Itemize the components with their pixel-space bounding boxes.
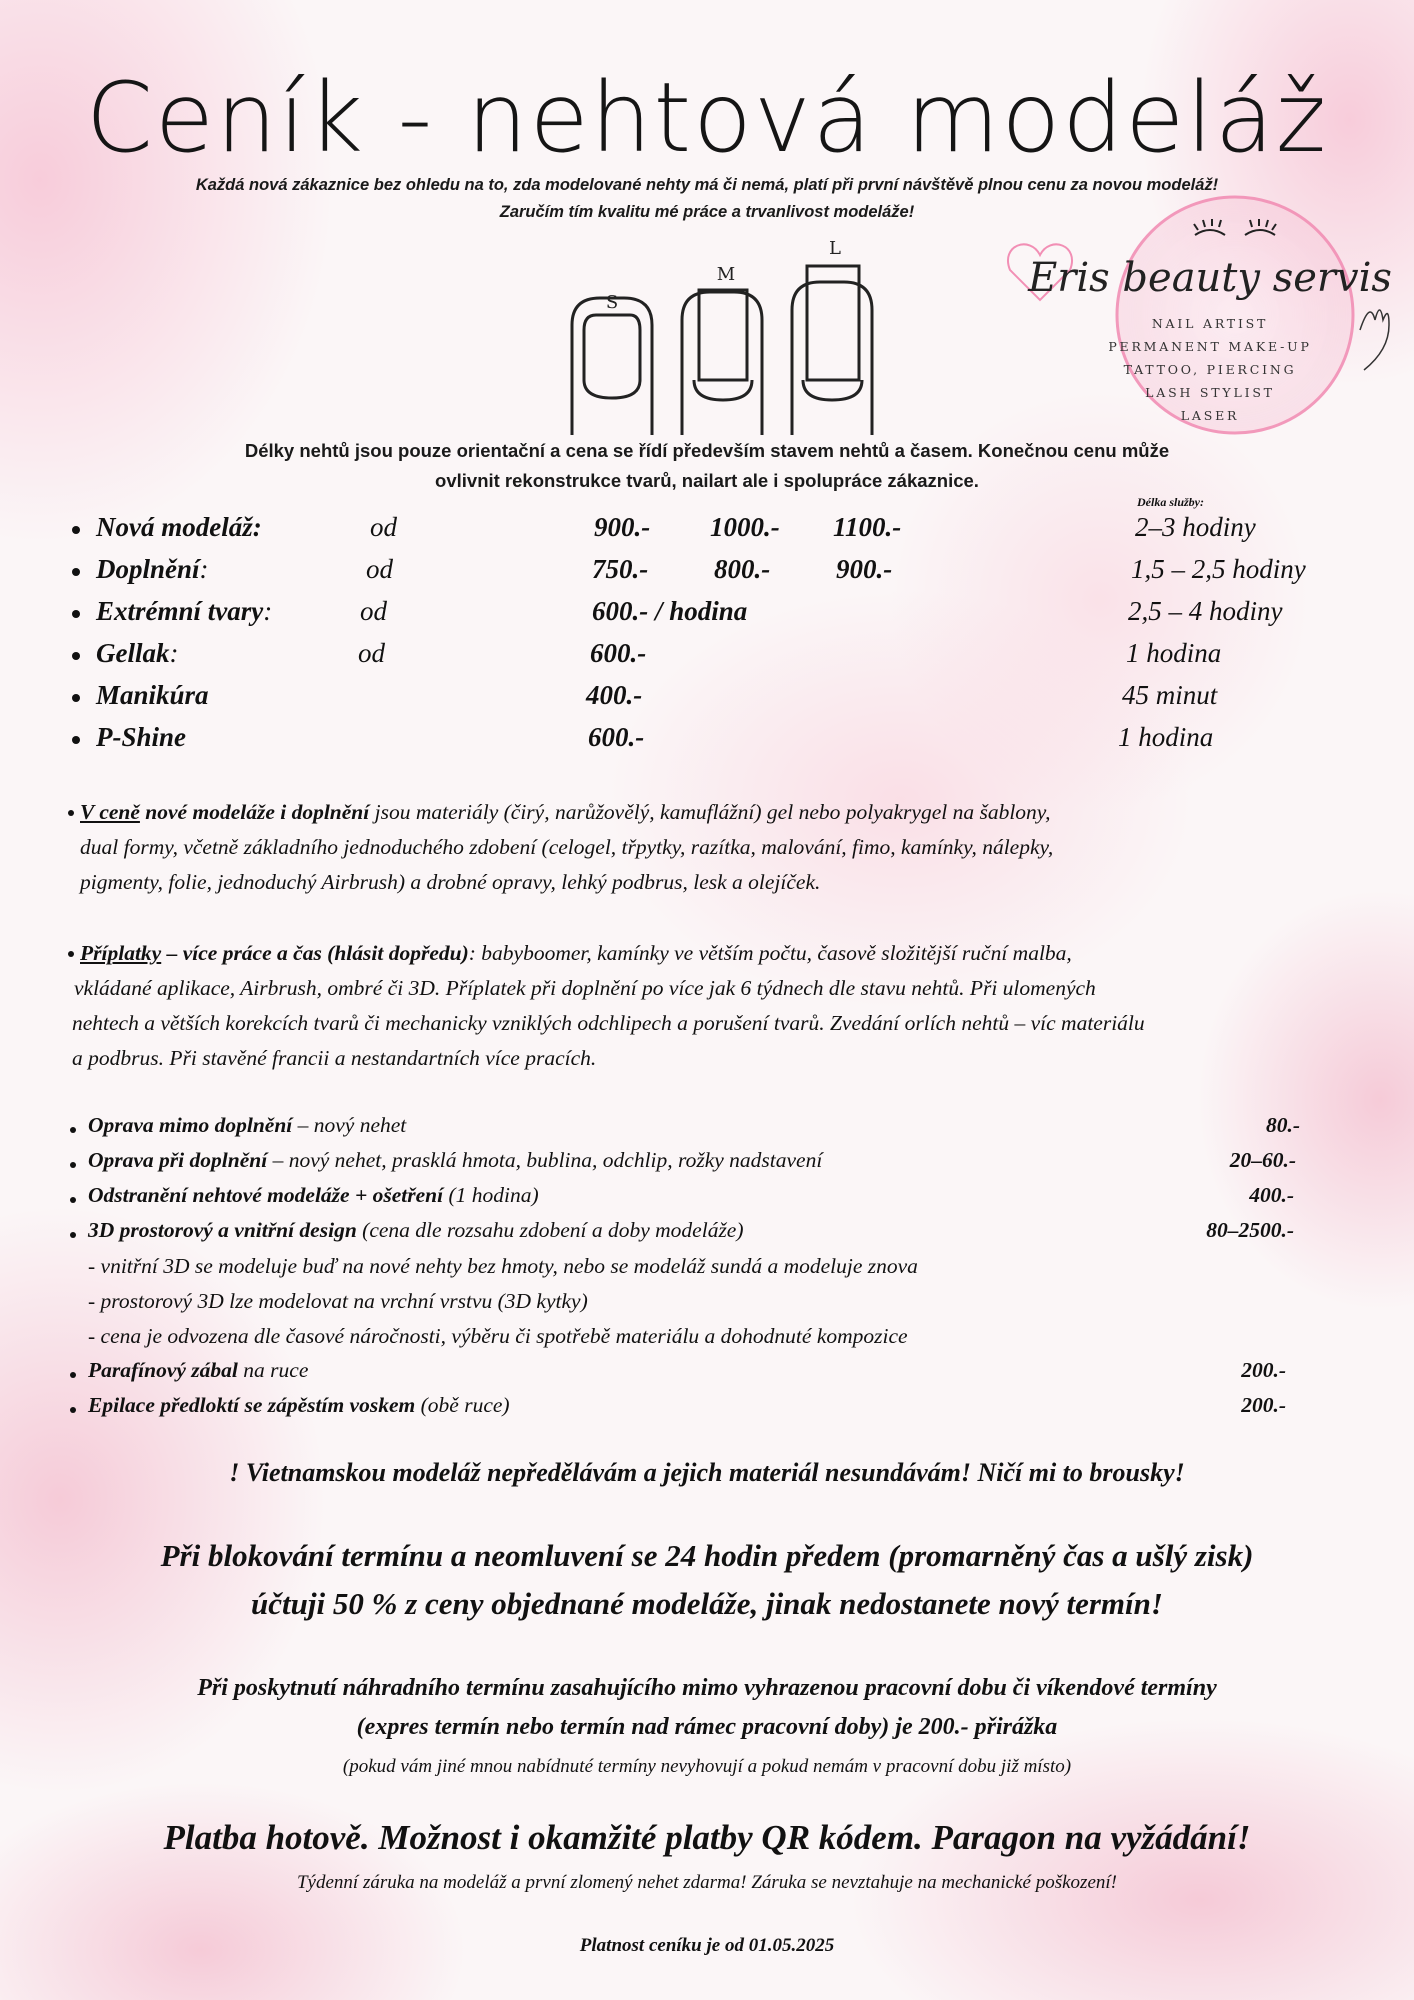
service-duration: 1 hodina bbox=[1126, 638, 1222, 668]
design-note: - cena je odvozena dle časové náročnosti, výběru či spotřebě materiálu a dohodnuté kompozice bbox=[88, 1324, 908, 1348]
replacement-line-1: Při poskytnutí náhradního termínu zasahujícího mimo vyhrazenou pracovní dobu či víkendové termíny bbox=[197, 1675, 1217, 1701]
service-duration: 1,5 – 2,5 hodiny bbox=[1131, 554, 1306, 584]
service-price: 900.- bbox=[836, 554, 893, 584]
payment-info: Platba hotově. Možnost i okamžité platby QR kódem. Paragon na vyžádání! bbox=[163, 1818, 1251, 1857]
service-row bbox=[0, 638, 1414, 678]
service-duration: 2–3 hodiny bbox=[1135, 512, 1256, 542]
page-title: Ceník - nehtová modeláž bbox=[85, 62, 1329, 174]
service-price: 750.- bbox=[592, 554, 649, 584]
extra-row: 3D prostorový a vnitřní design (cena dle rozsahu zdobení a doby modeláže) 80–2500.- bbox=[70, 1218, 1300, 1252]
logo-services bbox=[1080, 312, 1340, 427]
service-row bbox=[0, 722, 1414, 762]
logo-line-4: LASH STYLIST bbox=[1145, 385, 1275, 400]
service-name: Manikúra bbox=[96, 680, 209, 710]
service-name: Gellak: bbox=[96, 638, 179, 668]
service-from: od bbox=[370, 512, 397, 542]
cancellation-line-1: Při blokování termínu a neomluvení se 24 hodin předem (promarněný čas a ušlý zisk) bbox=[160, 1538, 1254, 1573]
extra-row: Odstranění nehtové modeláže + ošetření (1 hodina) 400.- bbox=[70, 1183, 1300, 1217]
service-price: 600.- bbox=[590, 638, 647, 668]
service-duration: 2,5 – 4 hodiny bbox=[1128, 596, 1283, 626]
service-price: 800.- bbox=[714, 554, 771, 584]
service-row bbox=[0, 680, 1414, 720]
extra-row: Epilace předloktí se zápěstím voskem (obě ruce) 200.- bbox=[70, 1393, 1300, 1427]
length-note-line-2: ovlivnit rekonstrukce tvarů, nailart ale i spolupráce zákaznice. bbox=[435, 470, 979, 491]
service-price: 1100.- bbox=[833, 512, 902, 542]
intro-line-1: Každá nová zákaznice bez ohledu na to, zda modelované nehty má či nemá, platí při první návštěvě plnou cenu za novou modeláž! bbox=[195, 176, 1219, 194]
service-price: 1000.- bbox=[710, 512, 780, 542]
included-paragraph: V ceně nové modeláže i doplnění jsou materiály (čirý, narůžovělý, kamuflážní) gel nebo polyakrygel na šablony, dual formy, včetně základního jednoduchého zdobení (celogel, třpytky, razítka, malování, fimo, kamínky, nálepky, pigmenty, folie, jednoduchý Airbrush) a drobné opravy, lehký podbrus, lesk a olejíček. bbox=[80, 795, 1380, 900]
duration-header: Délka služby: bbox=[1137, 495, 1204, 509]
design-note: - prostorový 3D lze modelovat na vrchní vrstvu (3D kytky) bbox=[88, 1289, 588, 1313]
service-name: Doplnění: bbox=[96, 554, 209, 584]
service-price: 900.- bbox=[594, 512, 651, 542]
service-from: od bbox=[358, 638, 385, 668]
service-duration: 45 minut bbox=[1122, 680, 1218, 710]
logo-script: Eris beauty servis bbox=[1028, 255, 1392, 301]
intro-line-2: Zaručím tím kvalitu mé práce a trvanlivost modeláže! bbox=[499, 203, 915, 221]
service-name: Extrémní tvary: bbox=[96, 596, 273, 626]
logo-line-1: NAIL ARTIST bbox=[1151, 316, 1269, 331]
validity-date: Platnost ceníku je od 01.05.2025 bbox=[579, 1935, 835, 1956]
cancellation-line-2: účtuji 50 % z ceny objednané modeláže, jinak nedostanete nový termín! bbox=[251, 1586, 1163, 1621]
logo-line-3: TATTOO, PIERCING bbox=[1123, 362, 1297, 377]
nail-label-s: S bbox=[605, 292, 619, 313]
logo-line-2: PERMANENT MAKE-UP bbox=[1108, 339, 1312, 354]
extra-row: Oprava při doplnění – nový nehet, prasklá hmota, bublina, odchlip, rožky nadstavení 20–60.- bbox=[70, 1148, 1300, 1182]
extra-row: Parafínový zábal na ruce 200.- bbox=[70, 1358, 1300, 1392]
length-note-line-1: Délky nehtů jsou pouze orientační a cena se řídí především stavem nehtů a časem. Konečnou cenu může bbox=[244, 440, 1170, 461]
nail-label-l: L bbox=[829, 238, 841, 259]
replacement-note: (pokud vám jiné mnou nabídnuté termíny nevyhovují a pokud nemám v pracovní dobu již místo) bbox=[342, 1756, 1072, 1777]
service-price: 400.- bbox=[586, 680, 643, 710]
nail-label-m: M bbox=[716, 264, 736, 285]
extra-row: Oprava mimo doplnění – nový nehet 80.- bbox=[70, 1113, 1300, 1147]
service-row bbox=[0, 554, 1414, 594]
service-name: Nová modeláž: bbox=[96, 512, 262, 542]
replacement-line-2: (expres termín nebo termín nad rámec pracovní doby) je 200.- přirážka bbox=[356, 1714, 1058, 1740]
service-price: 600.- / hodina bbox=[592, 596, 748, 626]
service-duration: 1 hodina bbox=[1118, 722, 1214, 752]
nail-lengths-illustration bbox=[560, 230, 890, 440]
vietnamese-warning: ! Vietnamskou modeláž nepředělávám a jejich materiál nesundávám! Ničí mi to brousky! bbox=[229, 1458, 1185, 1487]
service-row bbox=[0, 596, 1414, 636]
warranty-info: Týdenní záruka na modeláž a první zlomený nehet zdarma! Záruka se nevztahuje na mechanické poškození! bbox=[296, 1872, 1117, 1893]
surcharges-paragraph: Příplatky – více práce a čas (hlásit dopředu): babyboomer, kamínky ve větším počtu, časově složitější ruční malba, vkládané aplikace, Airbrush, ombré či 3D. Příplatek při doplnění po více jak 6 týdnech dle stavu nehtů. Při ulomených nehtech a větších korekcích tvarů či mechanicky vzniklých odchlipech a porušení tvarů. Zvedání orlích nehtů – víc materiálu a podbrus. Při stavěné francii a nestandartních více pracích. bbox=[80, 936, 1380, 1076]
service-name: P-Shine bbox=[96, 722, 187, 752]
design-note: - vnitřní 3D se modeluje buď na nové nehty bez hmoty, nebo se modeláž sundá a modeluje znova bbox=[88, 1254, 918, 1278]
service-price: 600.- bbox=[588, 722, 645, 752]
logo-line-5: LASER bbox=[1180, 408, 1240, 423]
service-from: od bbox=[360, 596, 387, 626]
service-row bbox=[0, 512, 1414, 552]
service-from: od bbox=[366, 554, 393, 584]
